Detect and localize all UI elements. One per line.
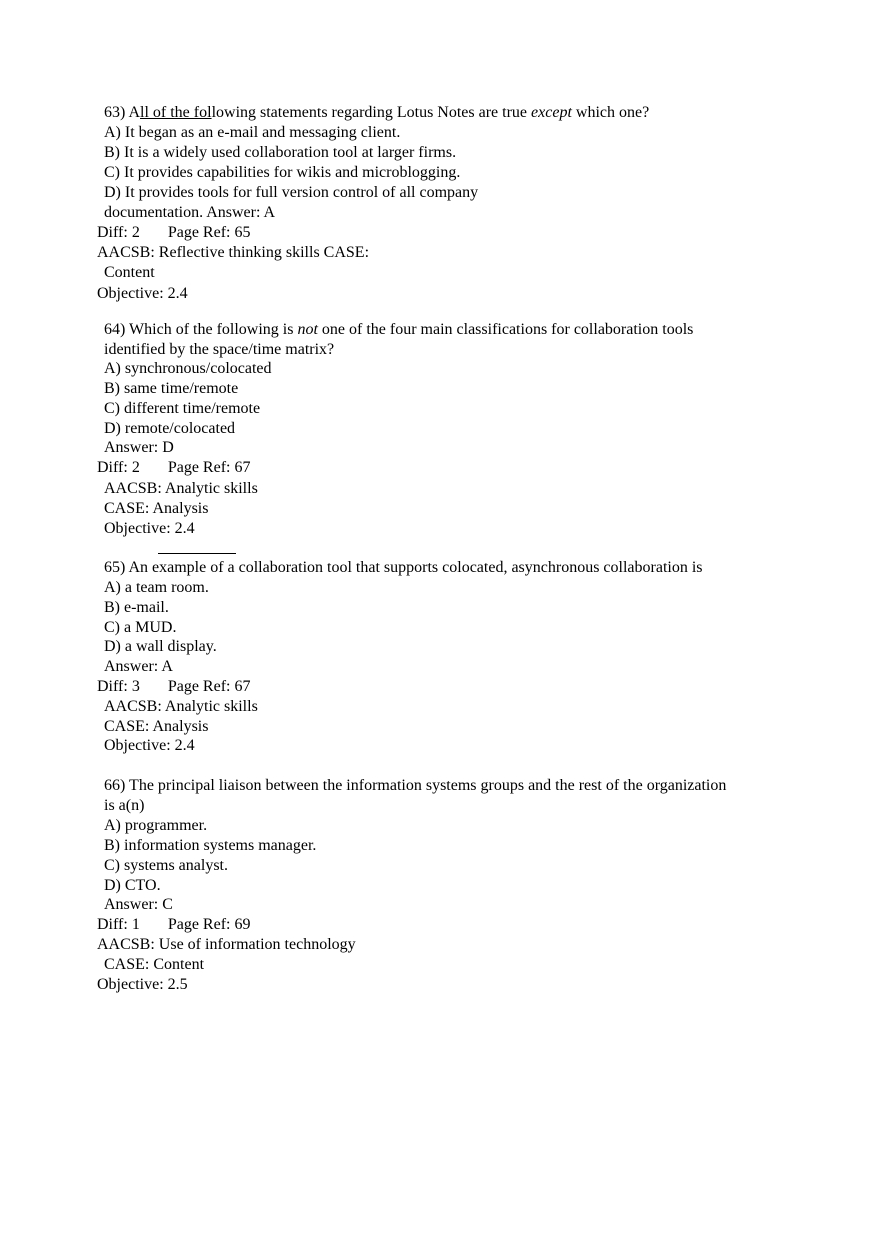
q65-objective: Objective: 2.4 — [104, 737, 195, 754]
q66-option-b: B) information systems manager. — [104, 837, 317, 854]
q66-case: CASE: Content — [104, 956, 205, 973]
q64-option-b: B) same time/remote — [104, 380, 239, 397]
q66-diff-ref: Diff: 1 Page Ref: 69 — [97, 916, 251, 933]
q64-answer: Answer: D — [104, 439, 174, 456]
q65-option-a: A) a team room. — [104, 579, 209, 596]
separator-line — [158, 553, 236, 554]
q64-option-d: D) remote/colocated — [104, 420, 236, 437]
q64-diff-ref: Diff: 2 Page Ref: 67 — [97, 459, 251, 476]
q64-option-c: C) different time/remote — [104, 400, 261, 417]
q65-option-b: B) e-mail. — [104, 599, 169, 616]
q63-case: Content — [104, 264, 155, 281]
q64-option-a: A) synchronous/colocated — [104, 360, 272, 377]
q63-option-c: C) It provides capabilities for wikis and microblogging. — [104, 164, 461, 181]
q65-diff-ref: Diff: 3 Page Ref: 67 — [97, 678, 251, 695]
q63-option-d: D) It provides tools for full version control of all company — [104, 184, 479, 201]
q64-aacsb: AACSB: Analytic skills — [104, 480, 258, 497]
q64-case: CASE: Analysis — [104, 500, 209, 517]
q65-answer: Answer: A — [104, 658, 173, 675]
q65-option-d: D) a wall display. — [104, 638, 217, 655]
q66-aacsb: AACSB: Use of information technology — [97, 936, 356, 953]
q64-stem-line2: identified by the space/time matrix? — [104, 341, 335, 358]
q65-stem: 65) An example of a collaboration tool that supports colocated, asynchronous collaboration is — [104, 559, 703, 576]
q66-stem-line2: is a(n) — [104, 797, 145, 814]
q63-option-a: A) It began as an e-mail and messaging client. — [104, 124, 401, 141]
q66-objective: Objective: 2.5 — [97, 976, 188, 993]
q66-option-d: D) CTO. — [104, 877, 161, 894]
q66-option-c: C) systems analyst. — [104, 857, 228, 874]
q64-objective: Objective: 2.4 — [104, 520, 195, 537]
q66-answer: Answer: C — [104, 896, 173, 913]
q63-objective: Objective: 2.4 — [97, 285, 188, 302]
q65-option-c: C) a MUD. — [104, 619, 177, 636]
q63-stem: 63) All of the following statements regarding Lotus Notes are true except which one? — [104, 104, 650, 121]
q65-aacsb: AACSB: Analytic skills — [104, 698, 258, 715]
q63-diff-ref: Diff: 2 Page Ref: 65 — [97, 224, 251, 241]
q63-answer: documentation. Answer: A — [104, 204, 276, 221]
q66-stem: 66) The principal liaison between the information systems groups and the rest of the organization — [104, 777, 727, 794]
q63-aacsb: AACSB: Reflective thinking skills CASE: — [97, 244, 370, 261]
q63-option-b: B) It is a widely used collaboration tool at larger firms. — [104, 144, 457, 161]
q65-case: CASE: Analysis — [104, 718, 209, 735]
q64-stem: 64) Which of the following is not one of the four main classifications for collaboration tools — [104, 321, 694, 338]
q66-option-a: A) programmer. — [104, 817, 208, 834]
